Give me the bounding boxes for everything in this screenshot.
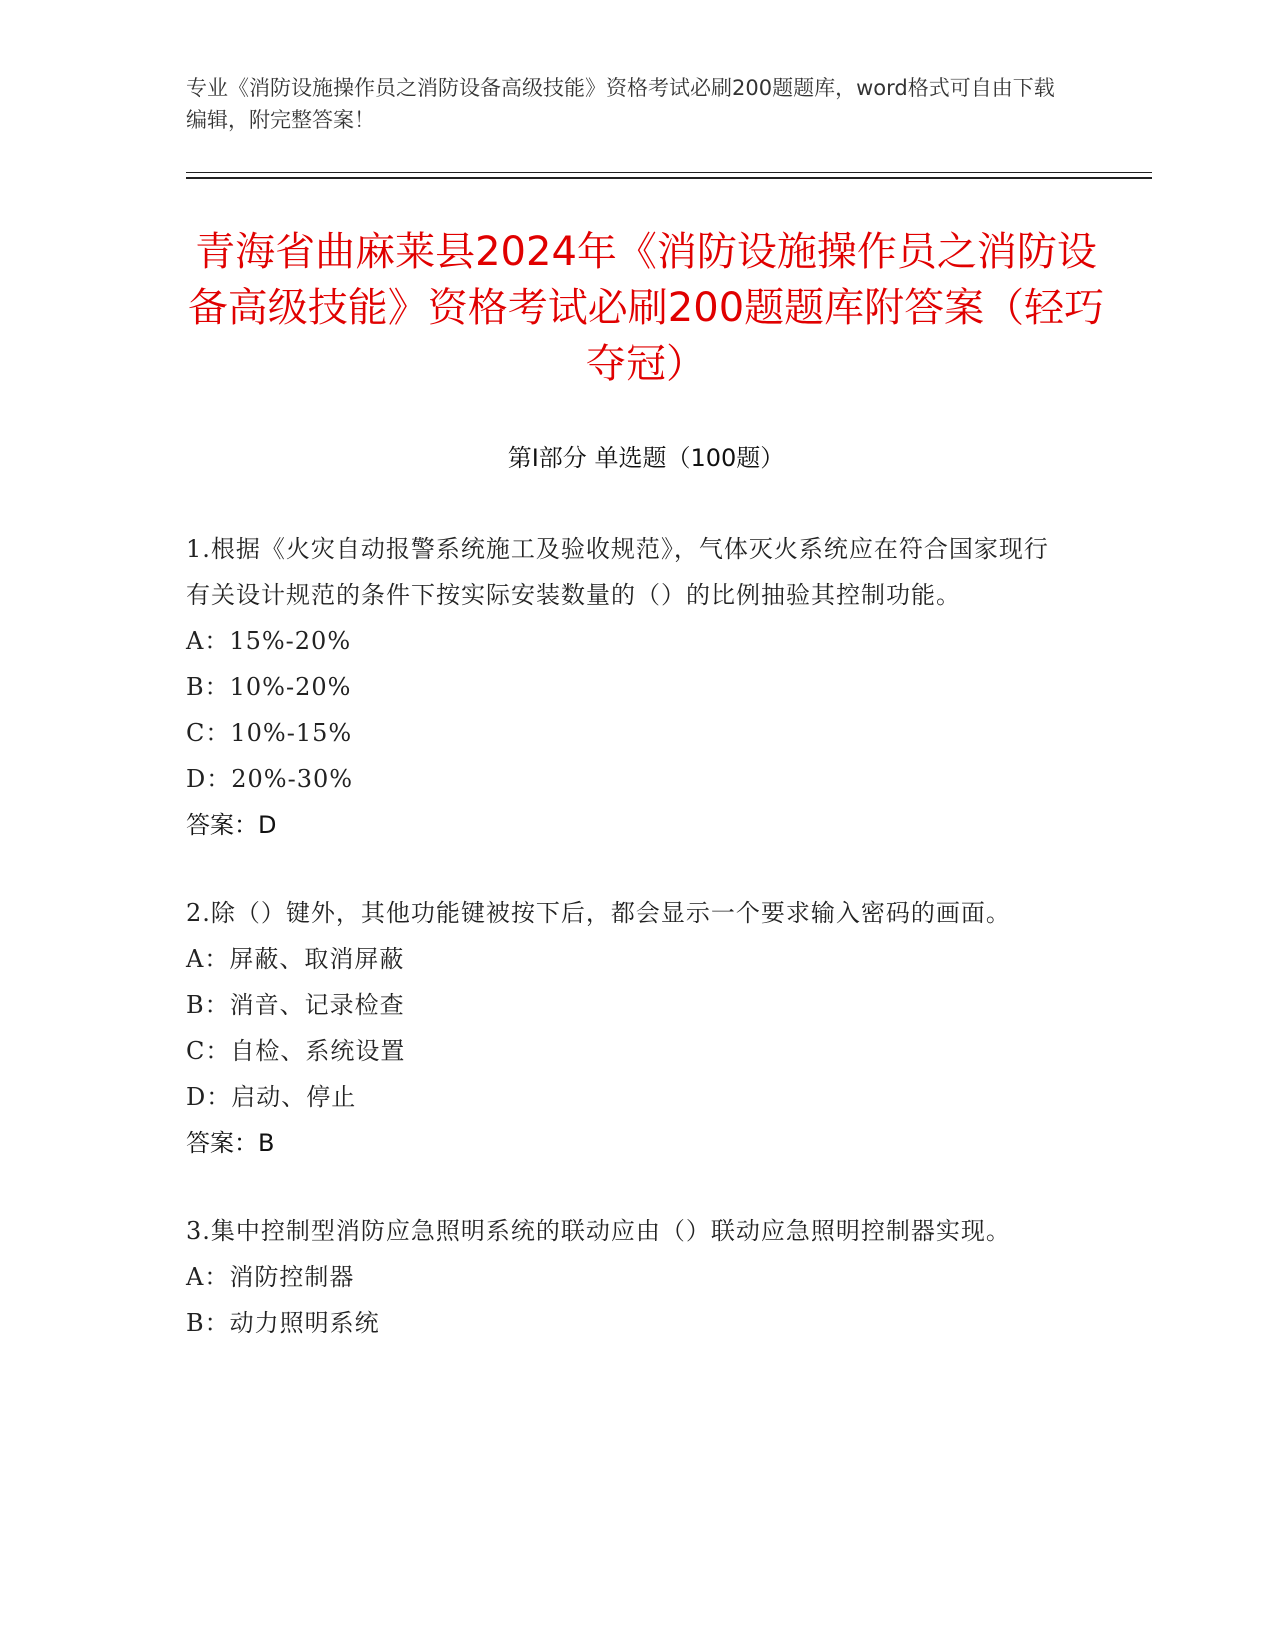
option-c: C：10%-15% (186, 719, 353, 747)
option-a: A：15%-20% (186, 627, 352, 655)
option-b: B：消音、记录检查 (186, 991, 405, 1019)
header-divider-top (186, 172, 1152, 173)
option-d: D：启动、停止 (186, 1083, 357, 1111)
option-b: B：10%-20% (186, 673, 352, 701)
question-stem: 1.根据《火灾自动报警系统施工及验收规范》，气体灭火系统应在符合国家现行有关设计规范的条件下按实际安装数量的（）的比例抽验其控制功能。 (186, 535, 1049, 609)
question-1 (186, 526, 1066, 848)
header-divider-bottom (186, 177, 1152, 179)
document-title: 青海省曲麻莱县2024年《消防设施操作员之消防设备高级技能》资格考试必刷200题题库附答案（轻巧夺冠） (187, 229, 1105, 387)
question-2 (186, 890, 1066, 1166)
question-stem: 2.除（）键外，其他功能键被按下后，都会显示一个要求输入密码的画面。 (186, 899, 1011, 927)
option-c: C：自检、系统设置 (186, 1037, 406, 1065)
section-heading: 第I部分 单选题（100题） (507, 444, 785, 472)
question-list (186, 526, 1066, 1388)
answer: 答案：B (186, 1129, 275, 1157)
option-d: D：20%-30% (186, 765, 354, 793)
answer: 答案：D (186, 811, 277, 839)
option-a: A：消防控制器 (186, 1263, 355, 1291)
question-3 (186, 1208, 1066, 1346)
question-stem: 3.集中控制型消防应急照明系统的联动应由（）联动应急照明控制器实现。 (186, 1217, 1011, 1245)
option-b: B：动力照明系统 (186, 1309, 380, 1337)
option-a: A：屏蔽、取消屏蔽 (186, 945, 405, 973)
header-note: 专业《消防设施操作员之消防设备高级技能》资格考试必刷200题题库，word格式可自由下载编辑，附完整答案！ (186, 76, 1055, 132)
